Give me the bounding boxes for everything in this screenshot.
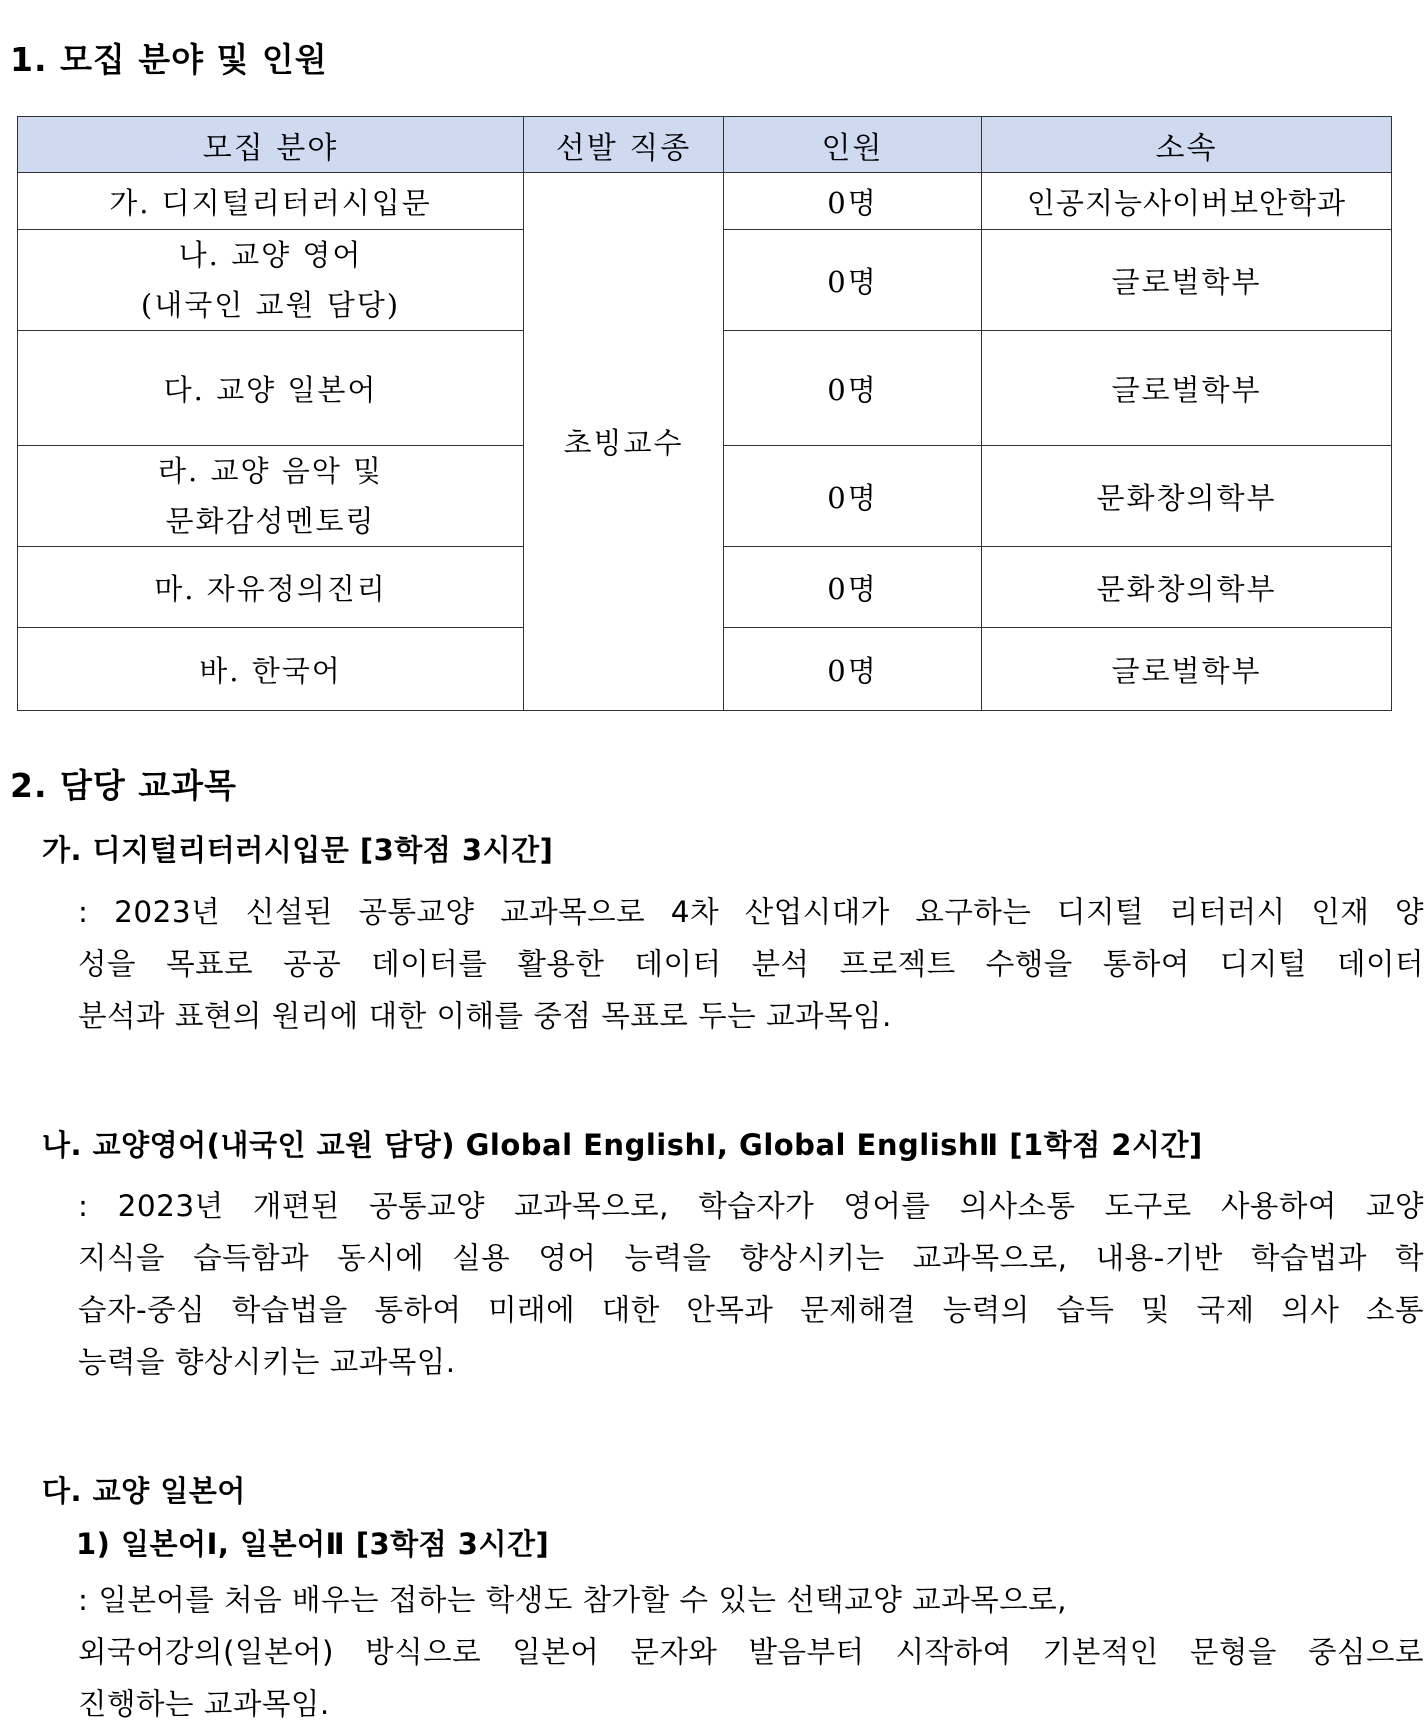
count-cell: 0명 — [724, 331, 982, 446]
field-cell: 마. 자유정의진리 — [18, 547, 524, 628]
dept-cell: 글로벌학부 — [982, 331, 1392, 446]
course-c-sub1-title: 1) 일본어Ⅰ, 일본어Ⅱ [3학점 3시간] — [76, 1527, 550, 1561]
dept-cell: 문화창의학부 — [982, 446, 1392, 547]
header-field: 모집 분야 — [18, 117, 524, 173]
section-2-title: 2. 담당 교과목 — [10, 766, 237, 805]
field-cell — [18, 230, 524, 331]
course-c-sub1-description — [78, 1574, 1424, 1730]
course-a-line: : 2023년 신설된 공통교양 교과목으로 4차 산업시대가 요구하는 디지털 리터러시 인재 양 — [78, 895, 1424, 929]
course-a-description — [78, 886, 1424, 1042]
course-c-title: 다. 교양 일본어 — [42, 1474, 246, 1508]
field-line: 라. 교양 음악 및 — [158, 454, 383, 488]
dept-cell: 문화창의학부 — [982, 547, 1392, 628]
table-header-row — [18, 117, 1392, 173]
field-cell: 다. 교양 일본어 — [18, 331, 524, 446]
count-cell: 0명 — [724, 173, 982, 230]
course-b-line: : 2023년 개편된 공통교양 교과목으로, 학습자가 영어를 의사소통 도구로 사용하여 교양 — [78, 1189, 1424, 1223]
position-cell: 초빙교수 — [524, 173, 724, 711]
header-position: 선발 직종 — [524, 117, 724, 173]
course-b-description — [78, 1180, 1424, 1388]
course-b-title: 나. 교양영어(내국인 교원 담당) Global EnglishⅠ, Global EnglishⅡ [1학점 2시간] — [42, 1128, 1203, 1162]
dept-cell: 글로벌학부 — [982, 230, 1392, 331]
field-line: (내국인 교원 담당) — [140, 288, 401, 322]
field-cell — [18, 446, 524, 547]
header-count: 인원 — [724, 117, 982, 173]
recruitment-table — [17, 116, 1392, 711]
header-dept: 소속 — [982, 117, 1392, 173]
count-cell: 0명 — [724, 446, 982, 547]
course-c-line: : 일본어를 처음 배우는 접하는 학생도 참가할 수 있는 선택교양 교과목으로, — [78, 1583, 1067, 1617]
count-cell: 0명 — [724, 628, 982, 711]
field-cell: 가. 디지털리터러시입문 — [18, 173, 524, 230]
course-c-line: 외국어강의(일본어) 방식으로 일본어 문자와 발음부터 시작하여 기본적인 문형을 중심으로 — [78, 1635, 1424, 1669]
dept-cell: 인공지능사이버보안학과 — [982, 173, 1392, 230]
course-a-title: 가. 디지털리터러시입문 [3학점 3시간] — [42, 833, 554, 867]
field-line: 문화감성멘토링 — [165, 504, 376, 538]
course-a-line: 성을 목표로 공공 데이터를 활용한 데이터 분석 프로젝트 수행을 통하여 디지털 데이터 — [78, 947, 1424, 981]
course-c-line: 진행하는 교과목임. — [78, 1687, 330, 1721]
dept-cell: 글로벌학부 — [982, 628, 1392, 711]
field-line: 나. 교양 영어 — [178, 238, 363, 272]
count-cell: 0명 — [724, 547, 982, 628]
course-b-line: 능력을 향상시키는 교과목임. — [78, 1345, 456, 1379]
course-a-line: 분석과 표현의 원리에 대한 이해를 중점 목표로 두는 교과목임. — [78, 999, 892, 1033]
course-b-line: 습자-중심 학습법을 통하여 미래에 대한 안목과 문제해결 능력의 습득 및 국제 의사 소통 — [78, 1293, 1424, 1327]
section-1-title: 1. 모집 분야 및 인원 — [10, 40, 328, 79]
course-b-line: 지식을 습득함과 동시에 실용 영어 능력을 향상시키는 교과목으로, 내용-기반 학습법과 학 — [78, 1241, 1424, 1275]
table-row — [18, 173, 1392, 230]
field-cell: 바. 한국어 — [18, 628, 524, 711]
count-cell: 0명 — [724, 230, 982, 331]
